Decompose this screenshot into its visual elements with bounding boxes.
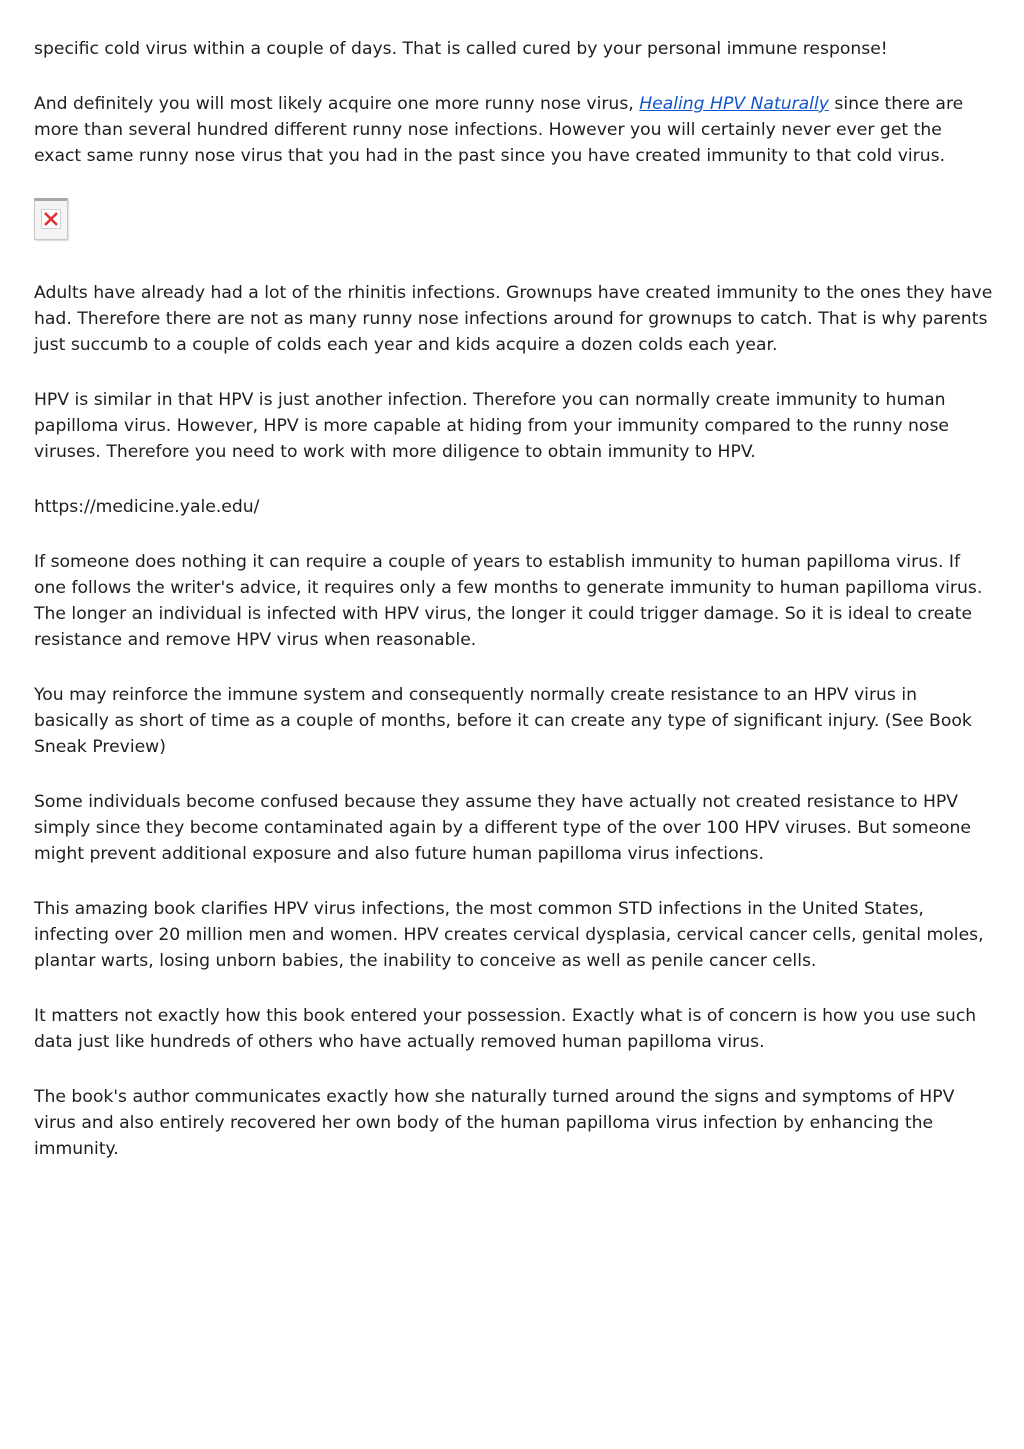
paragraph-runny-nose-virus — [34, 91, 994, 169]
broken-image-icon — [34, 198, 68, 240]
paragraph-confused-individuals: Some individuals become confused because they assume they have actually not created resistance to HPV simply since they become contaminated again by a different type of the over 100 HPV viruses. But someone might prevent additional exposure and also future human papilloma virus infections. — [34, 792, 971, 864]
healing-hpv-naturally-link[interactable]: Healing HPV Naturally — [639, 94, 829, 114]
paragraph-text: And definitely you will most likely acquire one more runny nose virus, — [34, 94, 640, 114]
paragraph-possession: It matters not exactly how this book entered your possession. Exactly what is of concern is how you use such data just like hundreds of others who have actually removed human papilloma virus. — [34, 1006, 977, 1052]
paragraph-book-clarifies: This amazing book clarifies HPV virus infections, the most common STD infections in the United States, infecting over 20 million men and women. HPV creates cervical dysplasia, cervical cancer cells, genital moles, plantar warts, losing unborn babies, the inability to conceive as well as penile cancer cells. — [34, 899, 984, 971]
paragraph-url: https://medicine.yale.edu/ — [34, 497, 260, 517]
paragraph-hpv-similar: HPV is similar in that HPV is just another infection. Therefore you can normally create immunity to human papilloma virus. However, HPV is more capable at hiding from your immunity compared to the runny nose viruses. Therefore you need to work with more diligence to obtain immunity to HPV. — [34, 390, 949, 462]
paragraph-author-communicates: The book's author communicates exactly how she naturally turned around the signs and symptoms of HPV virus and also entirely recovered her own body of the human papilloma virus infection by enhancing the immunity. — [34, 1087, 955, 1159]
paragraph-adults-immunity: Adults have already had a lot of the rhinitis infections. Grownups have created immunity to the ones they have had. Therefore there are not as many runny nose infections around for grownups to catch. That is why parents just succumb to a couple of colds each year and kids acquire a dozen colds each year. — [34, 283, 993, 355]
document-body — [34, 36, 994, 1191]
paragraph-cold-virus-cured: specific cold virus within a couple of days. That is called cured by your personal immune response! — [34, 39, 888, 59]
paragraph-establish-immunity: If someone does nothing it can require a couple of years to establish immunity to human papilloma virus. If one follows the writer's advice, it requires only a few months to generate immunity to human papilloma virus. The longer an individual is infected with HPV virus, the longer it could trigger damage. So it is ideal to create resistance and remove HPV virus when reasonable. — [34, 552, 983, 650]
paragraph-reinforce-immune: You may reinforce the immune system and consequently normally create resistance to an HPV virus in basically as short of time as a couple of months, before it can create any type of significant injury. (See Book Sneak Preview) — [34, 685, 972, 757]
paragraph-text: since there are more than several hundred different runny nose infections. However you will certainly never ever get the exact same runny nose virus that you had in the past since you have created immunity to that cold virus. — [34, 94, 964, 166]
x-mark-icon — [41, 209, 61, 229]
